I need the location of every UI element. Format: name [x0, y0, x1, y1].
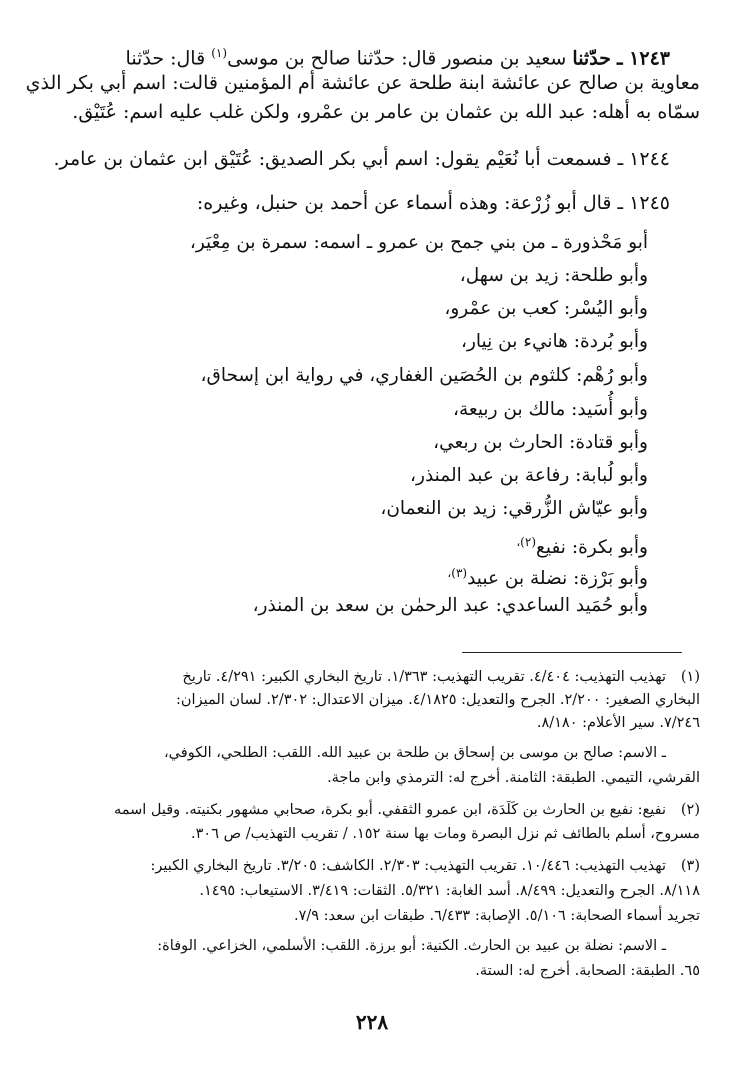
footnote-1-line-2: البخاري الصغير: ٢/٢٠٠. الجرح والتعديل: ٤/١٨٢٥. ميزان الاعتدال: ٢/٣٠٢. لسان الميزان:: [176, 692, 700, 708]
footnote-1-bio-line-1: ـ الاسم: صالح بن موسى بن إسحاق بن طلحة بن عبيد الله. اللقب: الطلحي، الكوفي،: [164, 745, 666, 761]
p1243-line-3: سمّاه به أهله: عبد الله بن عثمان بن عامر بن عمْرو، ولكن غلب عليه اسم: عُتَيْق.: [72, 101, 700, 123]
name-entry-abu-talha: وأبو طلحة: زيد بن سهل،: [459, 265, 648, 286]
name-entry-abu-ruhm: وأبو رُهْم: كلثوم بن الحُصَين الغفاري، في رواية ابن إسحاق،: [200, 365, 648, 386]
footnote-1-number: (١): [680, 669, 700, 685]
name-entry-abu-humayd: وأبو حُمَيد الساعدي: عبد الرحمٰن بن سعد بن المنذر،: [252, 595, 648, 616]
footnote-ref-3: (٣)،: [447, 566, 468, 580]
name-entry-abu-ayyash: وأبو عيّاش الزُّرقي: زيد بن النعمان،: [380, 498, 648, 519]
p1243-line-1: [126, 40, 670, 71]
footnote-1-line-3: ٧/٢٤٦. سير الأعلام: ٨/١٨٠.: [536, 715, 700, 731]
name-entry-abu-burda: وأبو بُردة: هانيء بن نِيار،: [461, 331, 648, 352]
footnote-3-number: (٣): [680, 858, 700, 874]
footnote-1-bio-line-2: القرشي، التيمي. الطبقة: الثامنة. أخرج له: الترمذي وابن ماجة.: [327, 770, 700, 786]
footnote-2-number: (٢): [680, 802, 700, 818]
name-entry-abu-bakra: [516, 529, 648, 561]
p1244-line-1: ١٢٤٤ ـ فسمعت أبا نُعَيْم يقول: اسم أبي بكر الصديق: عُتَيْق ابن عثمان بن عامر.: [53, 148, 670, 170]
p1245-line-1: ١٢٤٥ ـ قال أبو زُرْعة: وهذه أسماء عن أحمد بن حنبل، وغيره:: [196, 192, 670, 214]
name-entry-abu-al-yusr: وأبو اليُسْر: كعب بن عمْرو،: [444, 298, 648, 319]
footnote-ref-1: (١): [211, 46, 228, 60]
name-entry-abu-lubaba: وأبو لُبابة: رفاعة بن عبد المنذر،: [410, 465, 648, 486]
hadith-number-1243: ١٢٤٣ ـ: [616, 47, 670, 70]
name-entry-abu-barza: [447, 560, 648, 592]
p1243-line-1-text: سعيد بن منصور قال: حدّثنا صالح بن موسى: [227, 47, 567, 70]
footnote-3-line-3: تجريد أسماء الصحابة: ٥/١٠٦. الإصابة: ٦/٤٣٣. طبقات ابن سعد: ٧/٩.: [293, 908, 700, 924]
footnote-2-line-1: نفيع: نفيع بن الحارث بن كَلَدَة، ابن عمرو الثقفي. أبو بكرة، صحابي مشهور بكنيته. وقيل اسمه: [113, 802, 666, 818]
footnote-3-bio-line-1: ـ الاسم: نضلة بن عبيد بن الحارث. الكنية: أبو برزة. اللقب: الأسلمي، الخزاعي. الوفاة:: [157, 938, 666, 954]
name-entry-abu-mahdhura: أبو مَحْذورة ـ من بني جمح بن عمرو ـ اسمه: سمرة بن مِعْيَر،: [189, 232, 648, 253]
footnote-1-line-1: تهذيب التهذيب: ٤/٤٠٤. تقريب التهذيب: ١/٣٦٣. تاريخ البخاري الكبير: ٤/٢٩١. تاريخ: [182, 669, 666, 685]
name-entry-abu-usayd: وأبو أُسَيد: مالك بن ربيعة،: [453, 399, 648, 420]
footnote-3-line-1: تهذيب التهذيب: ١٠/٤٤٦. تقريب التهذيب: ٢/٣٠٣. الكاشف: ٣/٢٠٥. تاريخ البخاري الكبير:: [150, 858, 666, 874]
name-entry-abu-bakra-text: وأبو بكرة: نفيع: [536, 537, 648, 559]
p1243-line-1-tail: قال: حدّثنا: [125, 47, 206, 70]
name-entry-abu-barza-text: وأبو بَرْزة: نضلة بن عبيد: [467, 568, 648, 590]
name-entry-abu-qatada: وأبو قتادة: الحارث بن ربعي،: [433, 432, 648, 453]
footnote-3-bio-line-2: ٦٥. الطبقة: الصحابة. أخرج له: الستة.: [475, 963, 700, 979]
footnote-ref-2: (٢)،: [516, 535, 537, 549]
footnote-divider: [462, 652, 682, 653]
hadith-lead-word: حدّثنا: [572, 47, 611, 70]
page-number: ٢٢٨: [355, 1010, 389, 1034]
footnote-3-line-2: ٨/١١٨. الجرح والتعديل: ٨/٤٩٩. أسد الغابة: ٥/٣٢١. الثقات: ٣/٤١٩. الاستيعاب: ١٤٩٥.: [199, 883, 700, 899]
p1243-line-2: معاوية بن صالح عن عائشة ابنة طلحة عن عائشة أم المؤمنين قالت: اسم أبي بكر الذي: [25, 72, 700, 94]
footnote-2-line-2: مسروح، أسلم بالطائف ثم نزل البصرة ومات بها سنة ١٥٢. / تقريب التهذيب/ ص ٣٠٦.: [191, 826, 700, 842]
